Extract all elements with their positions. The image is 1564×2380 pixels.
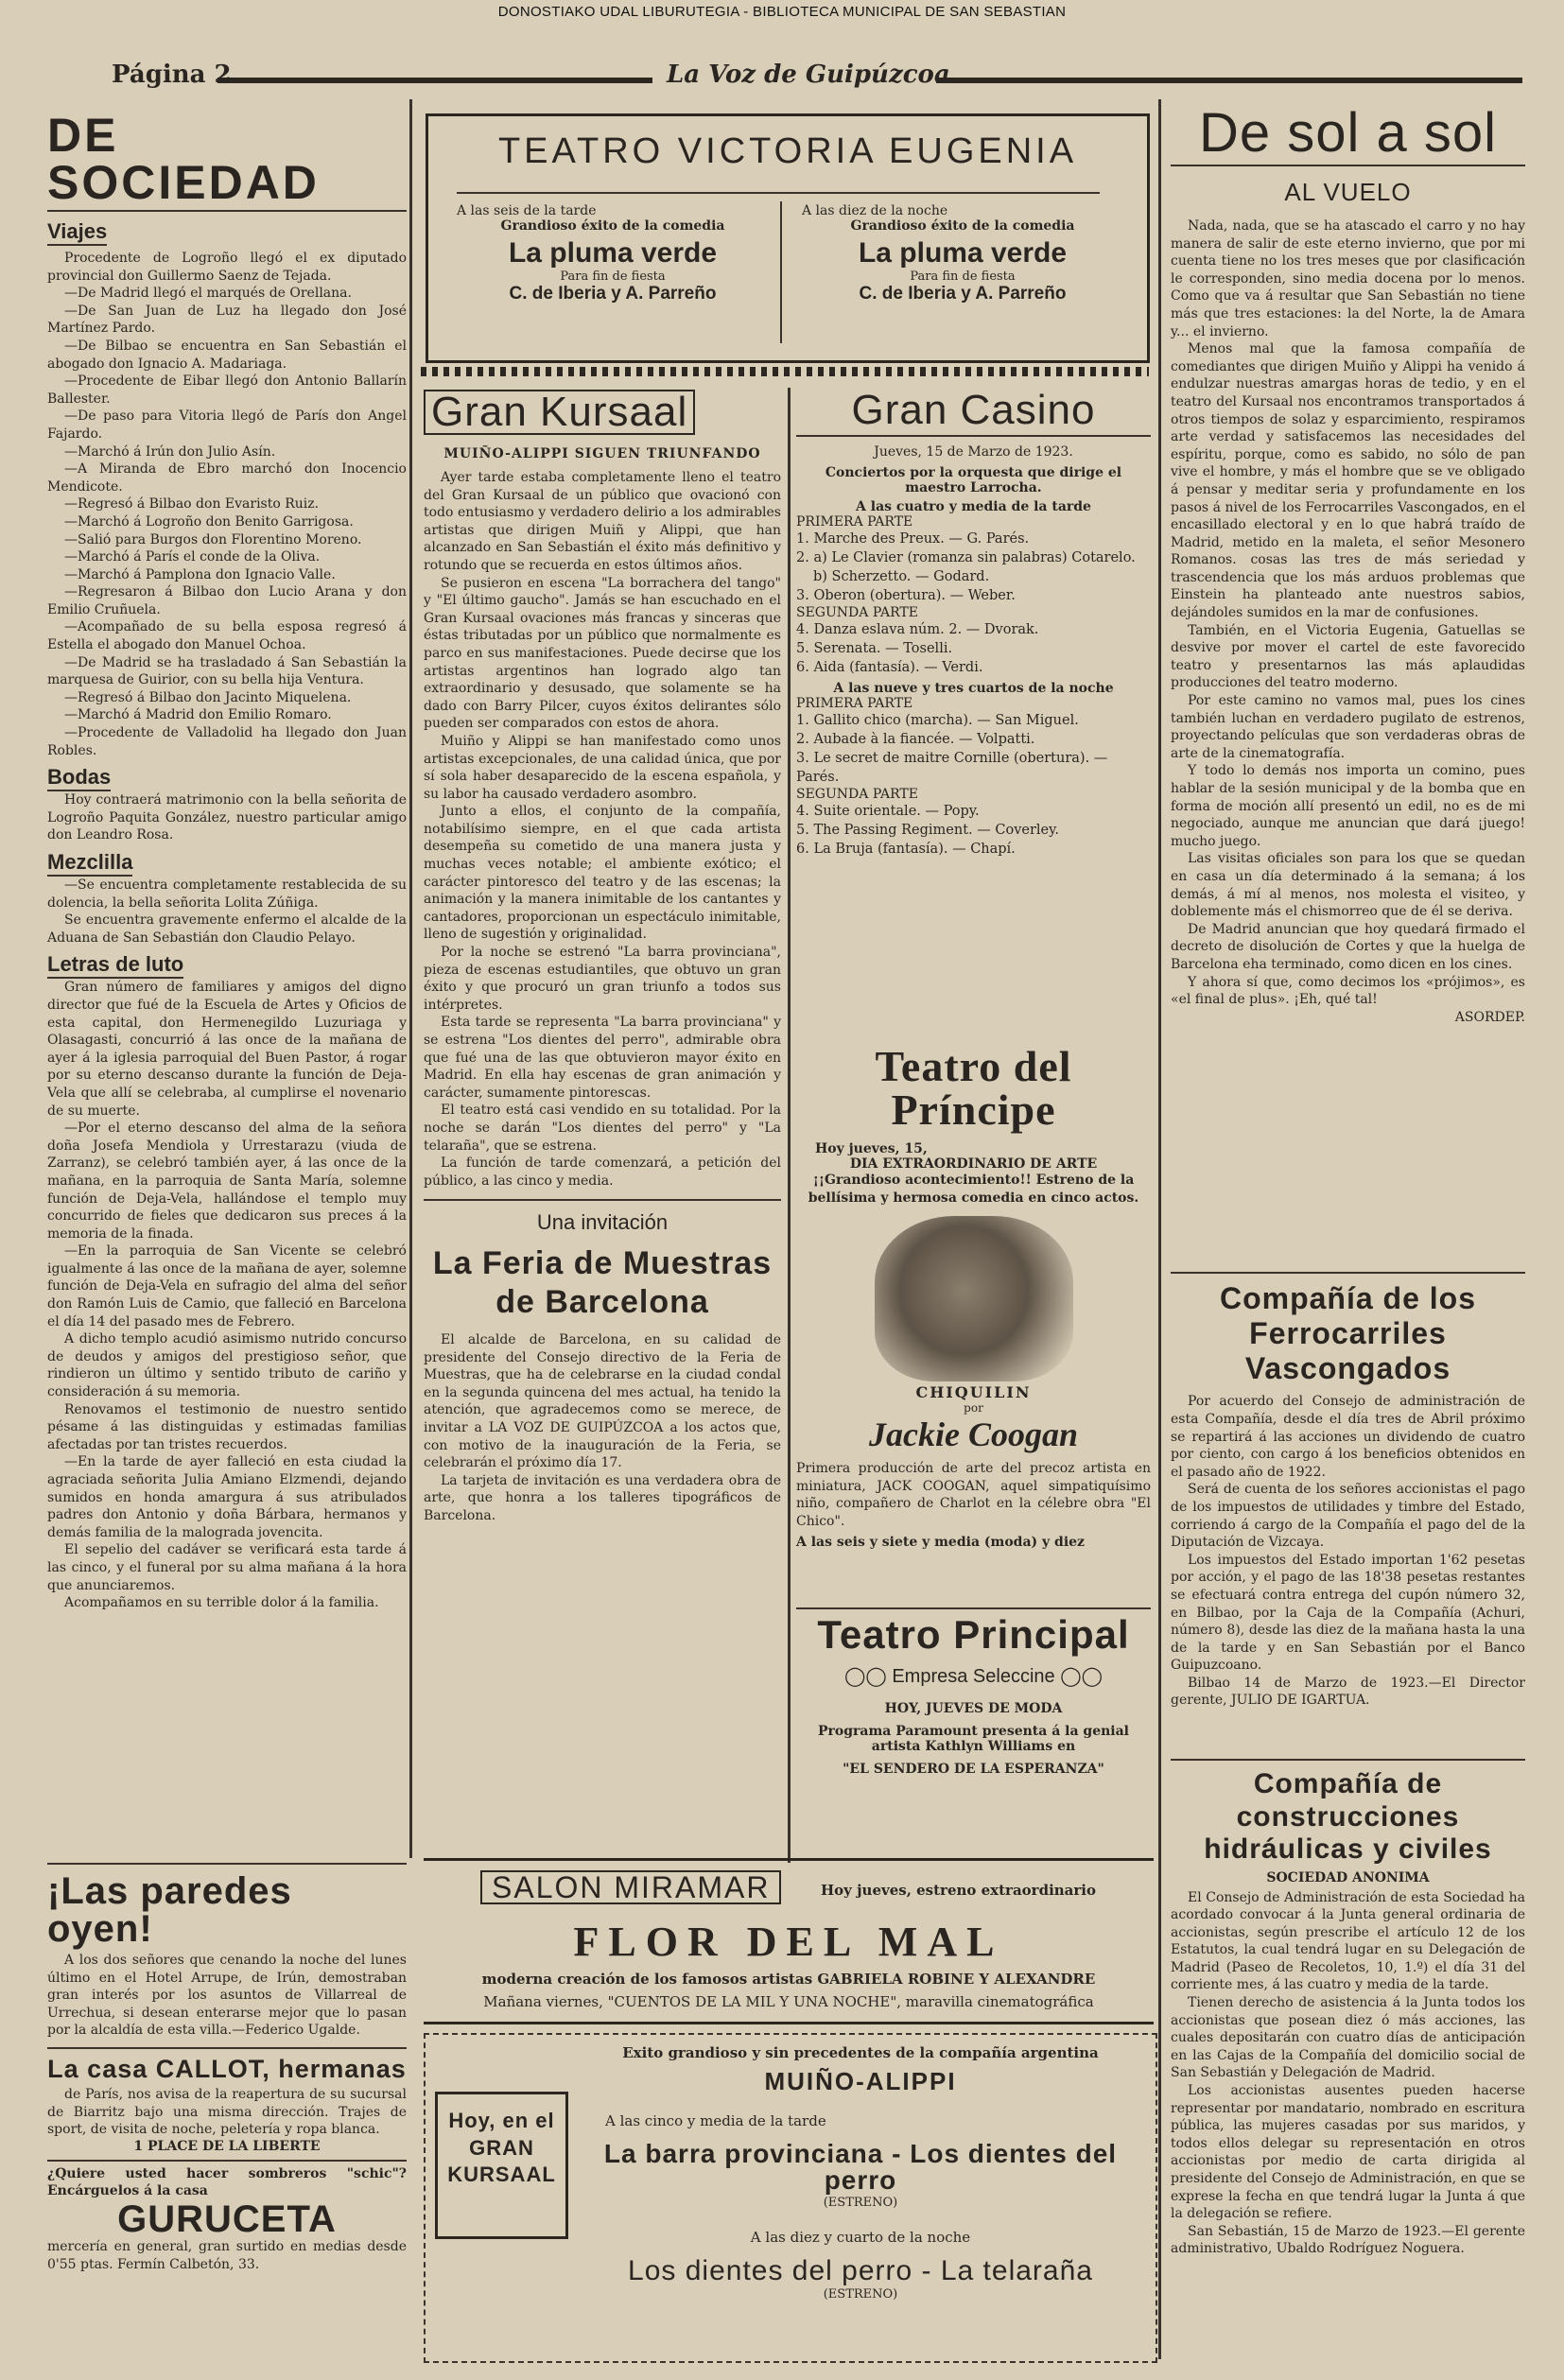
list-item: 3. Oberon (obertura). — Weber. (796, 588, 1016, 603)
column-rule (788, 388, 791, 1863)
part-heading: SEGUNDA PARTE (796, 605, 918, 620)
por-text: por (964, 1401, 983, 1416)
divider (47, 1863, 407, 1865)
play-title: La pluma verde (858, 237, 1068, 269)
archive-header: DONOSTIAKO UDAL LIBURUTEGIA - BIBLIOTECA MUNICIPAL DE SAN SEBASTIAN (497, 4, 1067, 20)
callot-title: La casa CALLOT, hermanas (47, 2054, 407, 2083)
divider (796, 435, 1151, 437)
part-heading: PRIMERA PARTE (796, 514, 913, 530)
show-artists: C. de Iberia y A. Parreño (509, 284, 717, 304)
principal-title: Teatro Principal (817, 1612, 1130, 1657)
guruceta-name: GURUCETA (117, 2198, 337, 2240)
show-time: A las diez y cuarto de la noche (750, 2229, 971, 2246)
chiquilin: CHIQUILIN (915, 1383, 1032, 1402)
miramar-desc: moderna creación de los famosos artistas GABRIELA ROBINE Y ALEXANDRE (481, 1971, 1096, 1988)
guruceta-text: mercería en general, gran surtido en medias desde 0'55 ptas. Fermín Calbetón, 33. (47, 2238, 407, 2272)
divider (1171, 165, 1525, 166)
kursaal-section (424, 390, 781, 1524)
divider (780, 201, 782, 343)
show-note: Para fin de fiesta (560, 269, 666, 284)
ferrocarriles-title: Compañía de los Ferrocarriles Vascongados (1219, 1281, 1477, 1385)
casino-intro: Conciertos por la orquesta que dirige el maestro Larrocha. (825, 465, 1122, 495)
kursaal-title: Gran Kursaal (424, 390, 695, 435)
page-number: Página 2 (112, 61, 232, 89)
column-rule (409, 99, 412, 1858)
masthead-rule-right (936, 78, 1522, 83)
list-item: 1. Marche des Preux. — G. Parés. (796, 531, 1030, 547)
olympic-rings-icon: ◯◯ (844, 1666, 893, 1687)
principe-times: A las seis y siete y media (moda) y diez (796, 1534, 1085, 1550)
divider (457, 192, 1100, 194)
paredes-text: A los dos señores que cenando la noche del lunes último en el Hotel Arrupe, de Irún, demostraban gran interés por los asuntos de Villarreal de Urrechua, si desean enterarse mejor que lo pasan por la alcaldía de esta villa.—Federico Ugalde. (47, 1953, 407, 2039)
casino-time: A las cuatro y media de la tarde (856, 499, 1091, 514)
invitacion-kicker: Una invitación (536, 1210, 669, 1235)
principe-text: ¡¡Grandioso acontecimiento!! Estreno de la bellísima y hermosa comedia en cinco actos. (808, 1173, 1139, 1206)
sociedad-title: DE SOCIEDAD (47, 109, 320, 209)
miramar-ad (424, 1858, 1154, 2024)
principal-moda: HOY, JUEVES DE MODA (884, 1701, 1063, 1716)
actor-name: Jackie Coogan (869, 1416, 1078, 1454)
divider (47, 2047, 407, 2049)
list-item: 3. Le secret de maitre Cornille (obertura). — Parés. (796, 751, 1108, 785)
masthead-rule-left (217, 78, 652, 83)
show-note: Para fin de fiesta (910, 269, 1016, 284)
divider (796, 1607, 1151, 1609)
mezclilla-text: —Se encuentra completamente restablecida de su dolencia, la bella señorita Lolita Zúñiga. Se encuentra gravemente enfermo el alcalde de la Aduana de San Sebastián don Claudio Pelayo. (47, 877, 407, 946)
sol-subtitle: AL VUELO (1284, 178, 1412, 206)
guruceta-question: ¿Quiere usted hacer sombreros "schic"? Encárguelos á la casa (47, 2165, 407, 2199)
victoria-right (802, 203, 1123, 304)
show-exito: Grandioso éxito de la comedia (850, 218, 1075, 234)
callot-address: 1 PLACE DE LA LIBERTE (133, 2138, 321, 2154)
show-exito: Grandioso éxito de la comedia (500, 218, 725, 234)
estreno-label: (ESTRENO) (823, 2287, 898, 2302)
program-list (796, 530, 1151, 605)
show-time: A las diez de la noche (802, 203, 948, 218)
play-title: Los dientes del perro - La telaraña (628, 2255, 1093, 2286)
principe-section (796, 1042, 1151, 1550)
ferrocarriles-text: Por acuerdo del Consejo de administración de esta Compañía, desde el día tres de Abril próximo se repartirá á las acciones un dividendo de cuatro por ciento, con cargo á los beneficios obtenidos en el pasado año de 1922. Será de cuenta de los señores accionistas el pago de los impuestos de utilidades y timbre del Estado, corriendo á cargo de la Compañía el pago del de la Diputación de Vizcaya. Los impuestos del Estado importan 1'62 pesetas por acción, y el pago de las 18'38 pesetas restantes se efectuará contra entrega del cupón número 32, en Bilbao, por la Caja de la Compañía (Achuri, número 8), desde las diez de la mañana hasta la una de la tarde y en San Sebastián por el Banco Guipuzcoano. Bilbao 14 de Marzo de 1923.—El Director gerente, JULIO DE IGARTUA. (1171, 1394, 1525, 1709)
luto-text: Gran número de familiares y amigos del digno director que fué de la Escuela de Artes y Oficios de esta capital, don Hermenegildo Luzuriaga y Olasagasti, concurrió á las once de la mañana de ayer á la iglesia parroquial del Buen Pastor, á rogar por su eterno descanso durante la función de Deja-Vela que allí se celebraba, al cumplirse el novenario de su muerte. —Por el eterno descanso del alma de la señora doña Josefa Mendiola y Urrestarazu (viuda de Zarranz), se celebró también ayer, á las once de la mañana, en la parroquia de Santa María, solemne función de Deja-Vela, hallándose el templo muy concurrido de fieles que dedicaron sus preces á la memoria de la finada. —En la parroquia de San Vicente se celebró igualmente á las once de la mañana de ayer, solemne función de Deja-Vela en sufragio del alma del señor don Ramón Luis de Camio, que falleció en Barcelona el día 14 del pasado mes de Febrero. A dicho templo acudió asimismo nutrido concurso de deudos y amigos del prestigioso señor, que rindieron un último y sentido tributo de cariño y consideración á su memoria. Renovamos el testimonio de nuestro sentido pésame á las distinguidas y estimadas familias afectadas por tan tristes recuerdos. —En la tarde de ayer falleció en esta ciudad la agraciada señorita Julia Amiano Elzmendi, dejando sumidos en honda amargura á sus atribulados padres don Antonio y doña Bárbara, hermanos y demás familia de la malograda jovencita. El sepelio del cadáver se verificará esta tarde á las cinco, y el funeral por su alma mañana á la hora que anunciaremos. Acompañamos en su terrible dolor á la familia. (47, 980, 407, 1611)
viajes-text: Procedente de Logroño llegó el ex diputado provincial don Guillermo Saenz de Tejada. —De Madrid llegó el marqués de Orellana. —De San Juan de Luz ha llegado don José Martínez Pardo. —De Bilbao se encuentra en San Sebastián el abogado don Ignacio A. Madariaga. —Procedente de Eibar llegó don Antonio Ballarín Ballester. —De paso para Vitoria llegó de París don Angel Fajardo. —Marchó á Irún don Julio Asín. —A Miranda de Ebro marchó don Inocencio Mendicote. —Regresó á Bilbao don Evaristo Ruiz. —Marchó á Logroño don Benito Garrigosa. —Salió para Burgos don Florentino Moreno. —Marchó á París el conde de la Oliva. —Marchó á Pamplona don Ignacio Valle. —Regresaron á Bilbao don Lucio Arana y don Emilio Cruñuela. —Acompañado de su bella esposa regresó á Estella el abogado don Manuel Ochoa. —De Madrid se ha trasladado á San Sebastián la marquesa de Guirior, con su bella hija Ventura. —Regresó á Bilbao don Jacinto Miquelena. —Marchó á Madrid don Emilio Romaro. —Procedente de Valladolid ha llegado don Juan Robles. (47, 251, 407, 758)
ferrocarriles-section (1171, 1272, 1525, 1710)
divider (1171, 1759, 1525, 1761)
empresa (796, 1664, 1151, 1688)
list-item: 2. a) Le Clavier (romanza sin palabras) Cotarelo. (796, 550, 1136, 565)
estreno-label: (ESTRENO) (823, 2196, 898, 2210)
victoria-title: TEATRO VICTORIA EUGENIA (497, 131, 1078, 171)
part-heading: SEGUNDA PARTE (796, 787, 918, 802)
list-item: 1. Gallito chico (marcha). — San Miguel. (796, 713, 1079, 728)
kursaal-side-box (435, 2092, 568, 2239)
casino-section (796, 387, 1151, 859)
construcciones-text: El Consejo de Administración de esta Sociedad ha acordado convocar á la Junta general ordinaria de accionistas, según prescribe el artículo 12 de los Estatutos, la cual tendrá lugar en su Delegación de Madrid (Paseo de Recoletos, 10, 1.º) el día 31 del corriente mes, á las cuatro y media de la tarde. Tienen derecho de asistencia á la Junta todos los accionistas que posean diez ó más acciones, las cuales depositarán con cuatro días de anticipación en las Cajas de la Compañía del domicilio social de San Sebastián y Delegación de Madrid. Los accionistas ausentes pueden hacerse representar por mandatario, nombrado en escritura pública, las mujeres casadas por sus maridos, y todos ellos delegar su representación en otros accionistas por medio de carta dirigida al presidente del Consejo de Administración, en que se exprese la fecha en que tendrá lugar la Junta á que la delegación se refiere. San Sebastián, 15 de Marzo de 1923.—El gerente administrativo, Ubaldo Rodríguez Noguera. (1171, 1889, 1525, 2257)
show-artists: C. de Iberia y A. Parreño (859, 284, 1067, 304)
invitacion-text: El alcalde de Barcelona, en su calidad de presidente del Consejo directivo de la Feria de Muestras, que ha de celebrarse en la ciudad condal en la segunda quincena del mes actual, ha tenido la atención, que agradecemos como se merece, de invitar a LA VOZ DE GUIPÚZCOA a los actos que, con motivo de la inauguración de la Feria, se celebrarán el próximo día 17. La tarjeta de invitación es una verdadera obra de arte, que honra a los talleres tipográficos de Barcelona. (424, 1331, 781, 1523)
program-list (796, 711, 1151, 787)
kursaal-company: MUIÑO-ALIPPI (764, 2067, 957, 2095)
kursaal-ad-body (577, 2044, 1144, 2302)
invitacion-title: La Feria de Muestras de Barcelona (432, 1245, 773, 1321)
callot-text: de París, nos avisa de la reapertura de su sucursal de Biarritz bajo una misma dirección. Trajes de sport, de visita de noche, peletería y ropa blanca. (47, 2086, 407, 2138)
show-time: A las cinco y media de la tarde (605, 2112, 826, 2129)
kursaal-side: Hoy, en el GRAN KURSAAL (447, 2109, 556, 2187)
section-heading: Mezclilla (47, 850, 132, 877)
coogan-illustration (875, 1216, 1073, 1381)
casino-time: A las nueve y tres cuartos de la noche (833, 681, 1114, 696)
principal-section (796, 1607, 1151, 1777)
kursaal-text: Ayer tarde estaba completamente lleno el teatro del Gran Kursaal de un público que ovacionó con todo entusiasmo y verdadero delirio a los admirables artistas que dirigen Muiñ y Alippi, que han alcanzado en San Sebastián el éxito más definitivo y rotundo que se recuerda en estos últimos años. Se pusieron en escena "La borrachera del tango" y "El último gaucho". Jamás se han escuchado en el Gran Kursaal ovaciones más francas y sinceras que éstas tributadas por un público que normalmente es parco en sus manifestaciones. Puede decirse que los artistas argentinos han logrado algo tan extraordinario y desusado, que solamente se ha dado con Barry Pilcer, cuyos éxitos delirantes sólo pueden ser comparados con estos de ahora. Muiño y Alippi se han manifestado como unos artistas excepcionales, de una calidad única, que por sí sola haber desaparecido de la escena española, y su labor ha causado verdadero asombro. Junto a ellos, el conjunto de la compañía, notabilísimo siempre, en el que cada artista desempeña su cometido de una manera justa y muchas veces notable; el ambiente exótico; el carácter pintoresco del teatro y de las escenas; la animación y la manera inimitable de los cantantes y cantadores, proporcionan un espectáculo inimitable, lleno de sugestión y originalidad. Por la noche se estrenó "La barra provinciana", pieza de escenas estudiantiles, que obtuvo un gran éxito y que procuró un gran triunfo a todos sus intérpretes. Esta tarde se representa "La barra provinciana" y se estrena "Los dientes del perro", admirable obra que fué una de las que obtuvieron mayor éxito en Madrid. En ella hay escenas de gran animación y carácter, sumamente pintorescas. El teatro está casi vendido en su totalidad. Por la noche se darán "Los dientes del perro" y "La telaraña", que se estrena. La función de tarde comenzará, a petición del público, a las cinco y media. (424, 470, 781, 1189)
principe-sub: DIA EXTRAORDINARIO DE ARTE (849, 1156, 1098, 1172)
list-item: 6. La Bruja (fantasía). — Chapí. (796, 842, 1016, 857)
kursaal-ad (424, 2033, 1157, 2363)
divider (424, 1199, 781, 1201)
section-heading: Bodas (47, 765, 111, 791)
divider (47, 2160, 407, 2162)
victoria-left (457, 203, 769, 304)
miramar-next: Mañana viernes, "CUENTOS DE LA MIL Y UNA NOCHE", maravilla cinematográfica (483, 1993, 1094, 2010)
bodas-text: Hoy contraerá matrimonio con la bella señorita de Logroño Paquita González, nuestro particular amigo don Leandro Rosa. (47, 792, 407, 843)
principe-date: Hoy jueves, 15, (815, 1141, 928, 1156)
empresa-name: Empresa Seleccine (892, 1666, 1055, 1687)
kursaal-exito: Exito grandioso y sin precedentes de la compañía argentina (622, 2044, 1099, 2061)
casino-date: Jueves, 15 de Marzo de 1923. (874, 444, 1073, 460)
program-list (796, 802, 1151, 859)
list-item: 4. Danza eslava núm. 2. — Dvorak. (796, 622, 1039, 637)
principal-prog: Programa Paramount presenta á la genial artista Kathlyn Williams en (818, 1724, 1129, 1754)
show-time: A las seis de la tarde (457, 203, 597, 218)
principe-title: Teatro del Príncipe (875, 1042, 1072, 1134)
divider (1171, 1272, 1525, 1274)
sol-text: Nada, nada, que se ha atascado el carro y no hay manera de salir de este eterno invierno, que por mi cuenta tiene no los tres meses que por clasificación le corresponden, sino media docena por lo menos. Como que va á resultar que San Sebastián no tiene más que tres estaciones: la del Norte, la de Amara y... el invierno. Menos mal que la famosa compañía de comediantes que dirigen Muiño y Alippi ha venido á endulzar nuestras amargas horas de tedio, y en el teatro del Kursaal nos encontramos transportados á otros tiempos de solaz y esparcimiento, respiramos arte verdad y satisfacemos las necesidades del espíritu, porque, como es sabido, no sólo de pan vive el hombre, y más el hombre que se ve obligado á pensar y meditar seria y profundamente en los pasos á nivel de los Ferrocarriles Vascongados, en el encasillado electoral y en lo que habrá traído de Madrid, metido en la maleta, el señor Mesonero Romanos. cosas las tres de más seriedad y trascendencia que los más arduos problemas que Einstein ha planteado ante nuestros sabios, dejándoles sumidos en la mar de confusiones. También, en el Victoria Eugenia, Gatuellas se desvive por mover el cartel de este favorecido teatro y presentarnos las más aplaudidas producciones del teatro moderno. Por este camino no vamos mal, pues los cines también luchan en verdadero pugilato de estrenos, proyectando películas que son verdaderas obras de arte de la cinematografía. Y todo lo demás nos importa un comino, pues hablar de la sesión municipal y de la bomba que en forma de moción allí presentó un edil, no es de mi negociado, aunque me anuncian que dará ¡juego! mucho juego. Las visitas oficiales son para los que se quedan en casa un día determinado á la semana; á los demás, á mí al menos, nos molesta el visiteo, y doblemente más el chismorreo que de él se deriva. De Madrid anuncian que hoy quedará firmado el decreto de disolución de Cortes y que la huelga de Barcelona eha terminado, como dicen en los cines. Y ahora sí que, como decimos los «prójimos», es «el final de plus». ¡Eh, qué tal! ASORDEP. (1171, 218, 1525, 1025)
sol-section (1171, 102, 1525, 1026)
divider (47, 210, 407, 212)
list-item: 5. The Passing Regiment. — Coverley. (796, 823, 1060, 838)
principal-film: "EL SENDERO DE LA ESPERANZA" (843, 1762, 1104, 1777)
miramar-title: SALON MIRAMAR (480, 1870, 781, 1904)
principe-desc: Primera producción de arte del precoz artista en miniatura, JACK COOGAN, aquel simpatiquísimo niño, compañero de Charlot en la célebre obra "El Chico". (796, 1461, 1151, 1529)
miramar-tag: Hoy jueves, estreno extraordinario (821, 1882, 1096, 1899)
section-heading: Viajes (47, 219, 107, 246)
paredes-title: ¡Las paredes oyen! (47, 1870, 292, 1950)
list-item: 5. Serenata. — Toselli. (796, 641, 953, 656)
column-rule (1158, 99, 1161, 2359)
program-list (796, 620, 1151, 677)
list-item: 2. Aubade à la fiancée. — Volpatti. (796, 732, 1035, 747)
kursaal-subtitle: MUIÑO-ALIPPI SIGUEN TRIUNFANDO (443, 446, 761, 461)
construcciones-title: Compañía de construcciones hidráulicas y civiles (1204, 1768, 1492, 1865)
victoria-ad (426, 113, 1150, 363)
ornament-rule (421, 367, 1149, 376)
paper-name: La Voz de Guipúzcoa (667, 61, 950, 89)
miramar-film: FLOR DEL MAL (573, 1919, 1004, 1965)
construcciones-sub: SOCIEDAD ANONIMA (1266, 1869, 1430, 1885)
list-item: b) Scherzetto. — Godard. (813, 569, 990, 584)
list-item: 6. Aida (fantasía). — Verdi. (796, 660, 983, 675)
list-item: 4. Suite orientale. — Popy. (796, 804, 980, 819)
section-heading: Letras de luto (47, 952, 183, 979)
casino-title: Gran Casino (851, 387, 1096, 433)
olympic-rings-icon: ◯◯ (1054, 1666, 1103, 1687)
construcciones-section (1171, 1759, 1525, 2258)
play-title: La barra provinciana - Los dientes del perro (603, 2139, 1118, 2195)
play-title: La pluma verde (508, 237, 718, 269)
sol-title: De sol a sol (1198, 102, 1498, 164)
paredes-section (47, 1863, 407, 2273)
sociedad-section (47, 109, 407, 1612)
part-heading: PRIMERA PARTE (796, 696, 913, 711)
